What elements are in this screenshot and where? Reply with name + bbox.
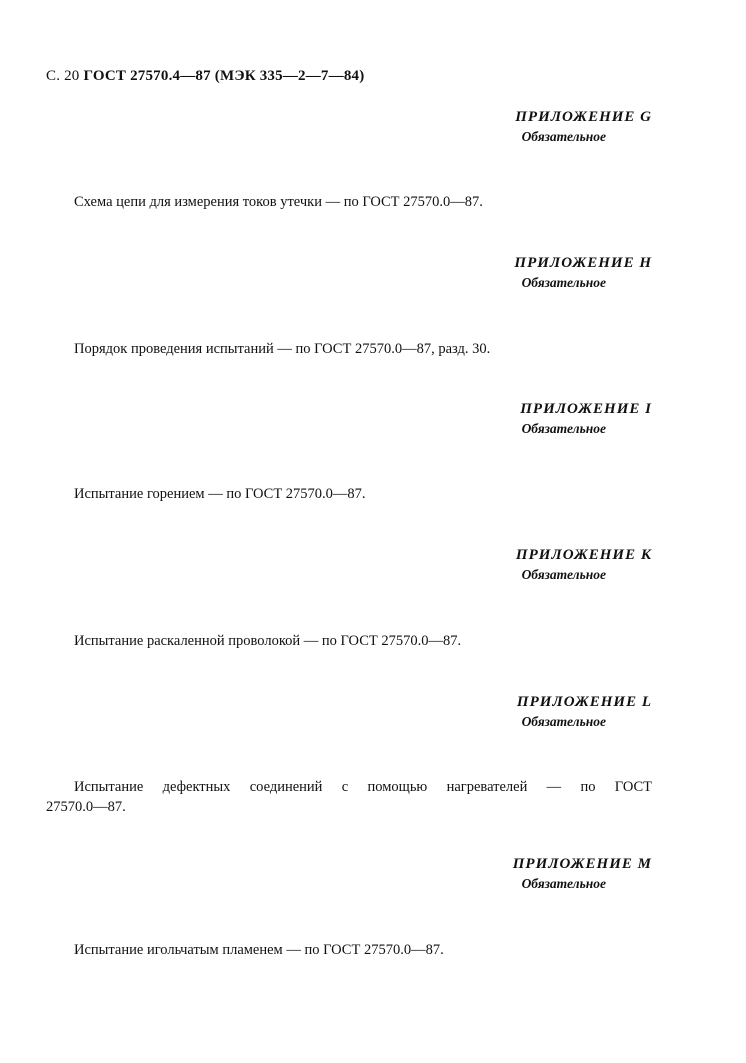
appendix-title: ПРИЛОЖЕНИЕ M	[512, 856, 652, 872]
page-header	[46, 68, 364, 85]
appendix-heading-g	[0, 107, 652, 146]
appendix-text-k: Испытание раскаленной проволокой — по ГОСТ 27570.0—87.	[74, 633, 462, 649]
appendix-heading-l	[0, 692, 652, 731]
appendix-status: Обязательное	[521, 129, 606, 144]
appendix-heading-h	[0, 253, 652, 292]
appendix-text-m: Испытание игольчатым пламенем — по ГОСТ 27570.0—87.	[74, 942, 444, 958]
appendix-status: Обязательное	[521, 876, 606, 891]
appendix-heading-i	[0, 399, 652, 438]
appendix-status: Обязательное	[521, 714, 606, 729]
page-number: С. 20	[46, 68, 80, 84]
appendix-status: Обязательное	[521, 567, 606, 582]
appendix-title: ПРИЛОЖЕНИЕ G	[515, 109, 652, 125]
appendix-status: Обязательное	[521, 421, 606, 436]
appendix-text-g: Схема цепи для измерения токов утечки — по ГОСТ 27570.0—87.	[74, 194, 483, 210]
appendix-text-l-line1: Испытание дефектных соединений с помощью нагревателей — по ГОСТ	[74, 779, 652, 795]
appendix-text-i: Испытание горением — по ГОСТ 27570.0—87.	[74, 486, 366, 502]
document-reference: ГОСТ 27570.4—87 (МЭК 335—2—7—84)	[83, 68, 365, 84]
appendix-title: ПРИЛОЖЕНИЕ L	[516, 694, 652, 710]
appendix-title: ПРИЛОЖЕНИЕ I	[520, 401, 652, 417]
appendix-status: Обязательное	[521, 275, 606, 290]
appendix-title: ПРИЛОЖЕНИЕ H	[514, 255, 652, 271]
appendix-title: ПРИЛОЖЕНИЕ К	[515, 547, 652, 563]
appendix-text-h: Порядок проведения испытаний — по ГОСТ 27570.0—87, разд. 30.	[74, 341, 491, 357]
appendix-text-l-line2: 27570.0—87.	[46, 799, 126, 815]
appendix-heading-m	[0, 854, 652, 893]
appendix-heading-k	[0, 545, 652, 584]
